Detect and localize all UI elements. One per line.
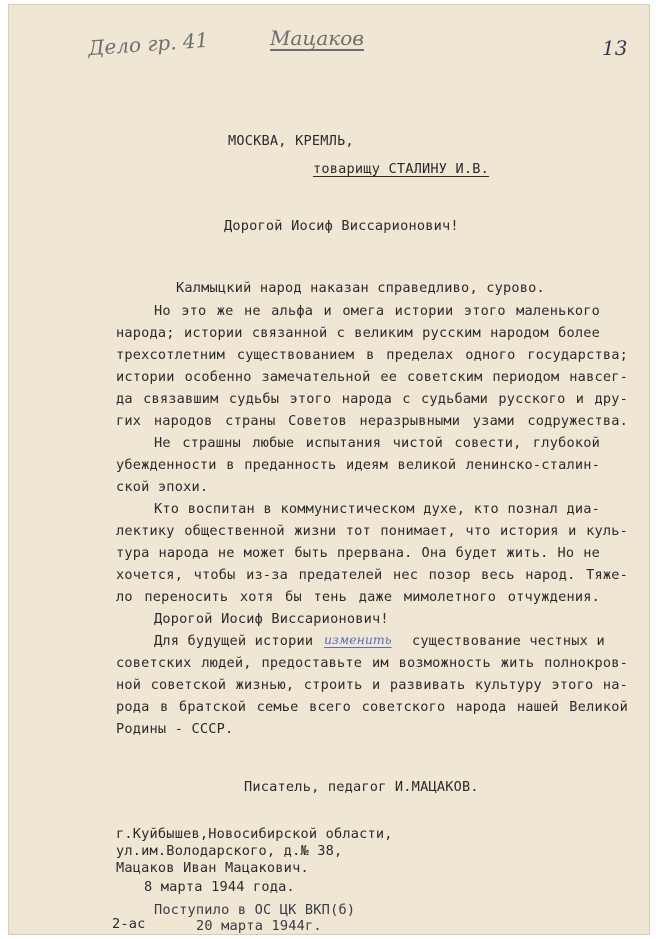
body-line: убежденности в преданность идеям великой ленинско-сталин-	[116, 457, 600, 473]
body-line: Калмыцкий народ наказан справедливо, сурово.	[176, 280, 545, 296]
address-line-2: товарищу СТАЛИНУ И.В.	[313, 161, 490, 177]
signature: Писатель, педагог И.МАЦАКОВ.	[244, 779, 479, 795]
sender-address-line: г.Куйбышев,Новосибирской области,	[116, 826, 393, 842]
letter-date: 8 марта 1944 года.	[144, 879, 295, 895]
registration-line-1: Поступило в ОС ЦК ВКП(б)	[154, 902, 356, 918]
body-line: трехсотлетним существованием в пределах одного государства;	[116, 347, 628, 363]
body-line: советских людей, предоставьте им возможность жить полнокров-	[116, 655, 628, 671]
handwritten-insertion: изменить	[324, 632, 392, 647]
page-number: 13	[602, 36, 628, 60]
body-line: существование честных и	[412, 633, 605, 649]
corner-note: Дело гр. 41	[87, 27, 210, 61]
body-line: ной советской жизнью, строить и развивать культуру этого на-	[116, 677, 628, 693]
body-line: да связавшим судьбы этого народа с судьбами русского и дру-	[116, 391, 628, 407]
body-line: гих народов страны Советов неразрывными узами содружества.	[116, 413, 628, 429]
document-page	[8, 4, 650, 935]
sender-address-line: Мацаков Иван Мацакович.	[116, 860, 309, 876]
footer-code: 2-ас	[112, 916, 146, 932]
registration-line-2: 20 марта 1944г.	[196, 918, 322, 934]
body-line: ской эпохи.	[116, 479, 209, 495]
body-line: Родины - СССР.	[116, 721, 234, 737]
body-line: тура народа не может быть прервана. Она будет жить. Но не	[116, 545, 600, 561]
body-line: истории особенно замечательной ее советским периодом навсег-	[116, 369, 628, 385]
body-line: ло переносить хотя бы тень даже мимолетного отчуждения.	[116, 589, 600, 605]
surname-note: Мацаков	[270, 26, 364, 50]
body-line: народа; истории связанной с великим русским народом более	[116, 325, 600, 341]
body-line: лектику общественной жизни тот понимает, что история и куль-	[116, 523, 628, 539]
body-line: хочется, чтобы из-за предателей нес позор весь народ. Тяже-	[116, 567, 628, 583]
body-line: рода в братской семье всего советского народа нашей Великой	[116, 699, 628, 715]
salutation: Дорогой Иосиф Виссарионович!	[224, 218, 459, 234]
body-line: Не страшны любые испытания чистой совести, глубокой	[154, 435, 600, 451]
body-line: Кто воспитан в коммунистическом духе, кто познал диа-	[154, 501, 600, 517]
sender-address-line: ул.им.Володарского, д.№ 38,	[116, 843, 343, 859]
body-line: Для будущей истории	[154, 633, 314, 649]
body-line: Дорогой Иосиф Виссарионович!	[154, 611, 389, 627]
body-line: Но это же не альфа и омега истории этого маленького	[154, 303, 600, 319]
address-line-1: МОСКВА, КРЕМЛЬ,	[228, 133, 354, 149]
